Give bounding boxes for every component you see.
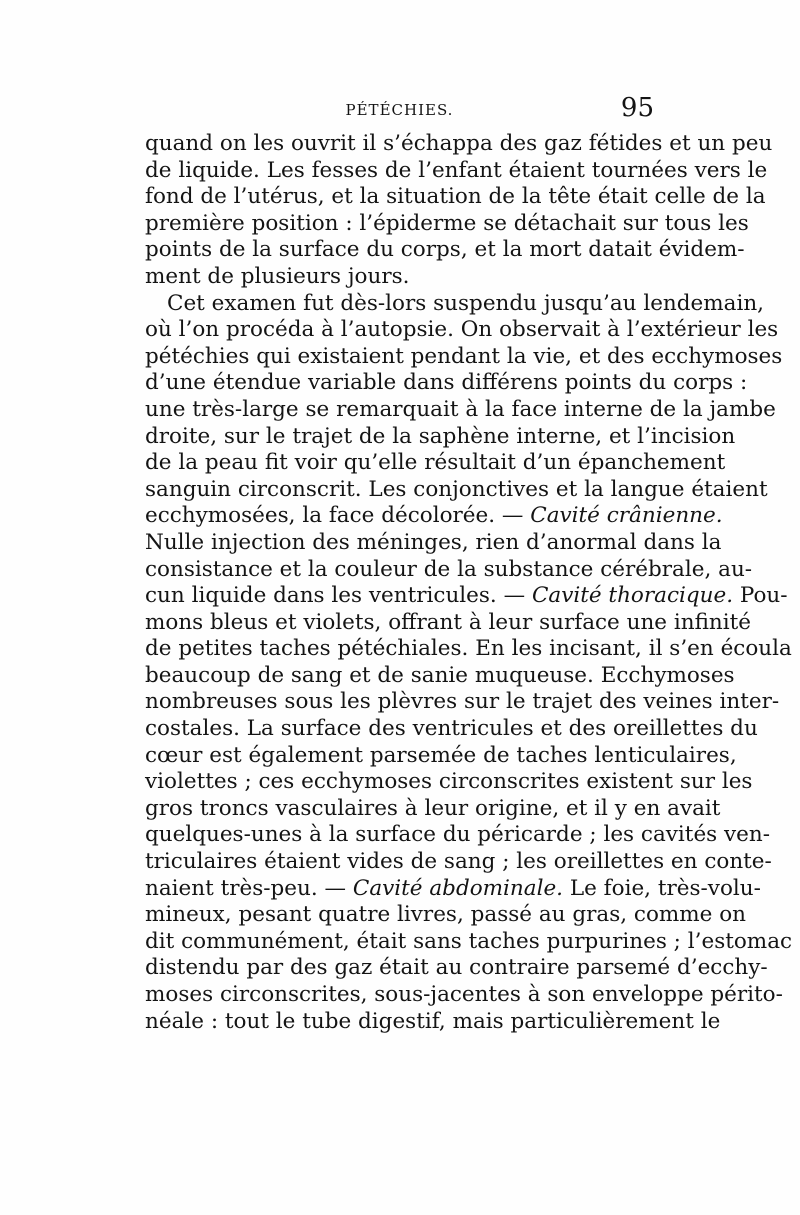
text-line	[145, 556, 753, 584]
text-run: distendu par des gaz était au contraire parsemé d’ecchy-	[145, 955, 768, 981]
text-line	[145, 822, 771, 849]
text-run: où l’on procéda à l’autopsie. On observait à l’extérieur les	[145, 317, 779, 343]
text-run: Nulle injection des méninges, rien d’anormal dans la	[145, 529, 722, 555]
text-run: points de la surface du corps, et la mort datait évidem-	[145, 237, 745, 263]
text-line	[145, 769, 753, 796]
text-line	[145, 1008, 721, 1036]
text-line	[145, 210, 749, 238]
italic-section-heading: Cavité crânienne.	[530, 503, 723, 529]
text-run: fond de l’utérus, et la situation de la tête était celle de la	[145, 184, 766, 210]
text-line	[145, 343, 783, 371]
italic-section-heading: Cavité thoracique.	[531, 583, 734, 609]
text-line	[145, 370, 748, 397]
italic-section-heading: Cavité abdominale.	[352, 875, 564, 901]
text-line	[145, 982, 783, 1009]
text-line	[145, 955, 768, 982]
text-run: mons bleus et violets, offrant à leur surface une infinité	[145, 609, 752, 635]
text-line	[145, 184, 766, 211]
text-line	[145, 742, 737, 770]
text-run: Le foie, très-volu-	[563, 875, 761, 901]
text-line	[145, 636, 792, 663]
text-line	[145, 264, 654, 291]
text-run: sanguin circonscrit. Les conjonctives et la langue étaient	[145, 476, 768, 502]
running-title: PÉTÉCHIES.	[345, 101, 454, 119]
text-run: néale : tout le tube digestif, mais particulièrement le	[145, 1008, 721, 1034]
text-run: violettes ; ces ecchymoses circonscrites existent sur les	[145, 769, 753, 795]
text-line	[145, 290, 765, 318]
text-line	[145, 396, 776, 424]
text-run: cœur est également parsemée de taches lenticulaires,	[145, 742, 737, 768]
text-line	[145, 849, 772, 876]
text-line	[145, 609, 752, 637]
text-run: ecchymosées, la face décolorée. —	[145, 503, 531, 529]
text-run: première position : l’épiderme se détachait sur tous les	[145, 210, 749, 236]
text-run: quand on les ouvrit il s’échappa des gaz fétides et un peu	[145, 131, 773, 156]
text-line	[145, 583, 788, 610]
text-run: costales. La surface des ventricules et des oreillettes du	[145, 716, 758, 742]
text-line	[145, 423, 736, 451]
text-line	[145, 450, 726, 477]
text-line	[145, 689, 780, 716]
text-line	[145, 875, 761, 903]
text-run: une très-large se remarquait à la face interne de la jambe	[145, 396, 776, 422]
text-run: de petites taches pétéchiales. En les incisant, il s’en écoula	[145, 636, 792, 662]
text-line	[145, 662, 735, 690]
text-run: gros troncs vasculaires à leur origine, et il y en avait	[145, 795, 721, 821]
text-run: d’une étendue variable dans différens points du corps :	[145, 370, 748, 396]
text-run: cun liquide dans les ventricules. —	[145, 583, 532, 609]
text-line	[145, 716, 758, 743]
text-line	[145, 476, 768, 504]
running-header	[145, 93, 654, 129]
text-run: de liquide. Les fesses de l’enfant étaient tournées vers le	[145, 157, 768, 183]
text-line	[145, 902, 747, 929]
text-run: Cet examen fut dès-lors suspendu jusqu’au lendemain,	[167, 290, 765, 316]
text-line	[145, 529, 722, 557]
text-run: mineux, pesant quatre livres, passé au gras, comme on	[145, 902, 747, 928]
text-run: pétéchies qui existaient pendant la vie, et des ecchymoses	[145, 343, 783, 369]
page-number: 95	[620, 93, 654, 123]
text-run: naient très-peu. —	[145, 875, 353, 901]
text-run: nombreuses sous les plèvres sur le trajet des veines inter-	[145, 689, 780, 715]
text-run: ment de plusieurs jours.	[145, 263, 410, 289]
text-line	[145, 317, 779, 344]
text-run: beaucoup de sang et de sanie muqueuse. Ecchymoses	[145, 662, 735, 688]
text-run: moses circonscrites, sous-jacentes à son enveloppe périto-	[145, 982, 783, 1007]
body-text	[145, 131, 793, 1035]
text-run: droite, sur le trajet de la saphène interne, et l’incision	[145, 423, 736, 449]
text-run: quelques-unes à la surface du péricarde ; les cavités ven-	[145, 822, 771, 848]
text-run: consistance et la couleur de la substance cérébrale, au-	[145, 556, 753, 582]
text-line	[145, 237, 745, 264]
text-run: triculaires étaient vides de sang ; les oreillettes en conte-	[145, 849, 772, 875]
text-line	[145, 503, 723, 530]
text-run: de la peau fit voir qu’elle résultait d’un épanchement	[145, 450, 726, 476]
text-run: Pou-	[733, 583, 788, 609]
text-line	[145, 795, 721, 823]
text-line	[145, 928, 793, 956]
text-line	[145, 131, 773, 158]
text-run: dit communément, était sans taches purpurines ; l’estomac	[145, 928, 793, 954]
text-line	[145, 157, 768, 185]
